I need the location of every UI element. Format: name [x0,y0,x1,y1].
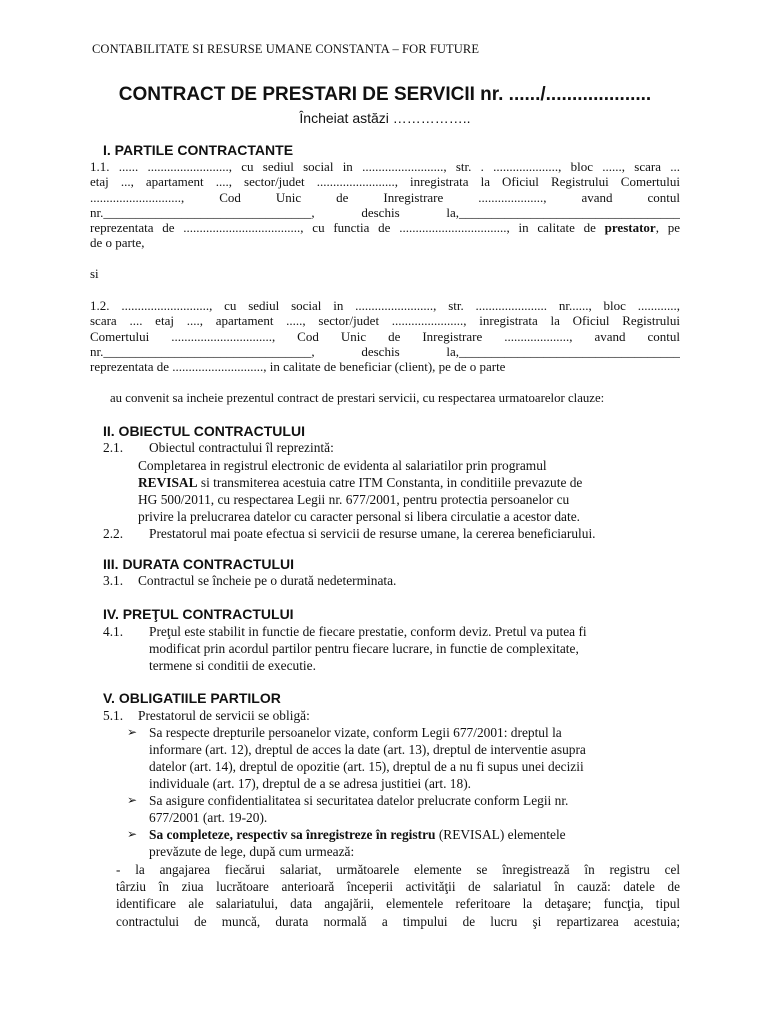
party-2-line: 1.2. ..........................., cu sediul social in ........................, str. ...................... nr......, bloc ............, [90,298,680,313]
arrow-bullet-icon: ➢ [127,725,138,739]
clause-text: Completarea in registrul electronic de evidenta al salariatilor prin programul [138,458,547,473]
clause-number: 5.1. [103,708,124,723]
clause-text: modificat prin acordul partilor pentru fiecare lucrare, in functie de complexitate, [149,641,579,656]
bullet-text: informare (art. 12), dreptul de acces la date (art. 13), dreptul de interventie asupra [149,742,586,757]
party-1-role: prestator [604,220,656,236]
party-1-line: nr.________________________________, deschis la,__________________________________ [90,204,680,220]
section-heading-object: II. OBIECTUL CONTRACTULUI [103,423,305,439]
revisal-term: REVISAL [138,475,198,490]
bullet-text: datelor (art. 14), dreptul de opozitie (art. 15), dreptul de a nu fi supus unei decizii [149,759,584,774]
bullet-text: Sa asigure confidentialitatea si securitatea datelor prelucrate conform Legii nr. [149,793,569,808]
clause-number: 2.1. [103,440,124,455]
party-1-line: etaj ..., apartament ...., sector/judet ........................, inregistrata la Oficiul Registrului Comertului [90,174,680,190]
bullet-text-bold: Sa completeze, respectiv sa înregistreze în registru [149,827,436,842]
employment-elements-paragraph [116,861,680,930]
party-2-block [90,298,680,374]
paragraph-line: contractului de muncă, durata normală a timpului de lucru şi repartizarea acestuia; [116,913,680,929]
bullet-text: Sa respecte drepturile persoanelor vizate, conform Legii 677/2001: dreptul la [149,725,562,740]
paragraph-line: - la angajarea fiecărui salariat, următoarele elemente se înregistrează în registru cel [116,862,680,877]
clause-text: Obiectul contractului îl reprezintă: [149,440,334,455]
agreement-text: au convenit sa incheie prezentul contract de prestari servicii, cu respectarea urmatoarelor clauze: [110,391,605,405]
party-1-role-suffix: , pe [655,220,680,236]
page-title: CONTRACT DE PRESTARI DE SERVICII nr. ....../.................... [118,84,652,105]
clause-text-rest: si transmiterea acestuia catre ITM Constanta, in conditiile prevazute de [197,475,583,490]
running-header: CONTABILITATE SI RESURSE UMANE CONSTANTA – FOR FUTURE [92,42,480,56]
party-1-block [90,159,680,251]
section-heading-parties: I. PARTILE CONTRACTANTE [103,142,294,158]
party-2-line: Comertului ..............................., Cod Unic de Inregistrare ...................., avand contul [90,328,680,344]
clause-text: termene si conditii de executie. [149,658,316,673]
section-heading-obligations: V. OBLIGATIILE PARTILOR [103,690,281,706]
arrow-bullet-icon: ➢ [127,827,138,841]
bullet-text: individuale (art. 17), dreptul de a se adresa justitiei (art. 18). [149,776,472,791]
party-2-line: nr.________________________________, deschis la,__________________________________ [90,343,680,359]
clause-text [138,475,582,491]
section-heading-price: IV. PREŢUL CONTRACTULUI [103,606,294,622]
party-1-line [90,220,680,235]
clause-text: Prestatorul de servicii se obligă: [138,708,310,723]
party-1-role-prefix: reprezentata de ...................................., cu functia de ................................., in calitate de [90,220,605,236]
clause-text: privire la prelucrarea datelor cu caracter personal si libera circulatie a acestor date. [138,509,581,524]
clause-text: HG 500/2011, cu respectarea Legii nr. 677/2001, pentru protectia persoanelor cu [138,492,570,507]
bullet-text: prevăzute de lege, după cum urmează: [149,844,355,859]
party-1-line: de o parte, [90,235,145,251]
party-2-line: scara .... etaj ...., apartament ....., sector/judet ......................, inregistrata la Oficiul Registrului [90,313,680,329]
paragraph-line: identificare ale salariatului, data angajării, elementele referitoare la detaşare; funcţia, tipul [116,896,680,912]
section-heading-duration: III. DURATA CONTRACTULUI [103,556,295,572]
page-subtitle: Încheiat astăzi …………….. [299,110,471,126]
paragraph-line: târziu în ziua lucrătoare anterioară începerii activităţii de salariatul în cauză: datele de [116,879,680,895]
clause-number: 2.2. [103,526,124,541]
conjunction-si: si [90,266,99,281]
clause-text: Contractul se încheie pe o durată nedeterminata. [138,573,397,588]
bullet-text: 677/2001 (art. 19-20). [149,810,268,825]
party-1-line: ............................, Cod Unic de Inregistrare ...................., avand contul [90,189,680,205]
party-1-line: 1.1. ...... ........................., cu sediul social in ........................., str. . ...................., bloc ......, scara ... [90,159,680,174]
party-2-line: reprezentata de ............................, in calitate de beneficiar (client), pe de o parte [90,359,506,375]
bullet-text-rest: (REVISAL) elementele [435,827,566,842]
clause-text: Prestatorul mai poate efectua si servicii de resurse umane, la cererea beneficiarului. [149,526,596,541]
bullet-text [149,827,566,843]
clause-number: 4.1. [103,624,124,639]
clause-number: 3.1. [103,573,124,588]
arrow-bullet-icon: ➢ [127,793,138,807]
clause-text: Preţul este stabilit in functie de fiecare prestatie, conform deviz. Pretul va putea fi [149,624,587,639]
